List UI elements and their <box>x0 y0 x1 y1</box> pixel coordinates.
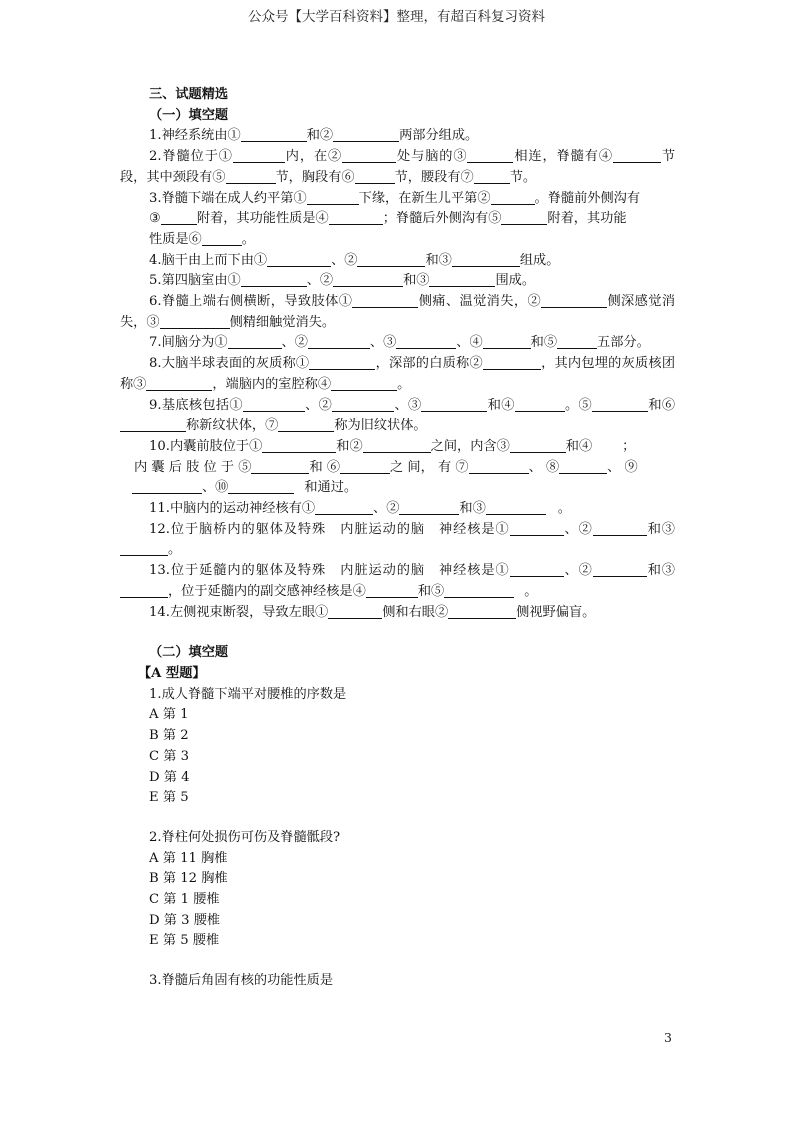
blank <box>241 271 307 287</box>
q2-text-2: 内，在② <box>284 149 343 165</box>
q6-text-2: 侧痛、温觉消失，② <box>418 294 542 310</box>
blank <box>491 189 535 205</box>
q6-text-5: 侧精细触觉消失。 <box>229 314 336 330</box>
blank <box>613 147 661 163</box>
blank <box>120 540 168 556</box>
q8-text-5: ，端脑内的室腔称④ <box>212 376 332 392</box>
blank <box>557 333 597 349</box>
blank <box>515 396 565 412</box>
fill-question-14 <box>120 603 675 624</box>
blank <box>262 437 336 453</box>
q3-text-3: 。脊髓前外侧沟有 <box>534 190 641 206</box>
q10-text-7: 和 ⑥ <box>309 459 341 475</box>
blank <box>333 271 403 287</box>
q9-text-2: 、② <box>304 397 333 413</box>
blank <box>132 478 202 494</box>
option-e: E 第 5 <box>149 790 189 806</box>
q13-text-4: ，位于延髓内的副交感神经核是④ <box>168 583 366 599</box>
q10-text-6: 内 囊 后 肢 位 于 ⑤ <box>134 459 252 475</box>
q9-text-5: 。⑤ <box>564 397 593 413</box>
blank <box>467 147 513 163</box>
q12-text-3: 和③ <box>646 521 675 537</box>
blank <box>228 333 282 349</box>
q8-text-6: 。 <box>397 376 411 392</box>
blank <box>593 561 647 577</box>
q7-text-1: 7.间脑分为① <box>149 335 228 351</box>
blank <box>228 478 294 494</box>
blank <box>510 520 564 536</box>
q14-text-2: 侧和右眼② <box>382 604 449 620</box>
q8-text-1: 8.大脑半球表面的灰质称① <box>149 356 310 372</box>
q5-text-3: 和③ <box>403 273 430 289</box>
q3-text-5: 附着，其功能性质是④ <box>196 211 329 227</box>
q9-text-6: 和⑥ <box>648 397 676 413</box>
q13-text-1: 13.位于延髓内的躯体及特殊 内脏运动的脑 神经核是① <box>149 563 510 579</box>
blank <box>399 499 459 515</box>
mc-question-3 <box>120 971 675 992</box>
blank <box>483 354 541 370</box>
blank <box>315 499 373 515</box>
blank <box>160 313 230 329</box>
q6-text-1: 6.脊髓上端右侧横断，导致肢体① <box>149 294 353 310</box>
fill-question-9 <box>120 396 675 437</box>
q12-text-4: 。 <box>168 542 182 558</box>
blank <box>396 333 456 349</box>
blank <box>333 126 399 142</box>
blank <box>510 437 566 453</box>
q8-text-3: ，其内包埋的灰质 <box>540 356 649 372</box>
blank <box>332 396 394 412</box>
blank <box>243 396 305 412</box>
blank <box>474 168 510 184</box>
q9-text-3: 、③ <box>394 397 422 413</box>
q2-text-8: 节。 <box>509 169 537 185</box>
blank <box>161 209 197 225</box>
mc-question-text: 2.脊柱何处损伤可伤及脊髓骶段? <box>149 829 341 845</box>
blank <box>251 458 309 474</box>
q3-text-2: 下缘，在新生儿平第② <box>358 190 491 206</box>
q5-text-1: 5.第四脑室由① <box>149 273 241 289</box>
option-c: C 第 3 <box>149 748 190 764</box>
blank <box>355 168 395 184</box>
q7-text-4: 、④ <box>456 335 483 351</box>
blank <box>307 189 359 205</box>
q10-text-12: 和通过。 <box>304 480 358 496</box>
q7-text-2: 、② <box>281 335 308 351</box>
blank <box>352 292 418 308</box>
fill-question-1 <box>120 126 675 147</box>
blank <box>363 437 431 453</box>
q12-text-2: 、② <box>563 521 593 537</box>
q10-text-1: 10.内囊前肢位于① <box>149 438 263 454</box>
mc-question-text: 1.成人脊髓下端平对腰椎的序数是 <box>149 686 347 702</box>
blank <box>444 582 514 598</box>
blank <box>329 209 383 225</box>
q2-text-7: 节，腰段有⑦ <box>394 169 474 185</box>
q10-text-2: 和② <box>336 438 363 454</box>
fill-question-2 <box>120 147 675 188</box>
fill-question-12 <box>120 520 675 561</box>
section-title: 三、试题精选 <box>149 87 229 102</box>
fill-question-10 <box>120 437 675 499</box>
blank <box>448 603 516 619</box>
q10-text-4: 和④ <box>565 438 593 454</box>
q5-text-2: 、② <box>306 273 334 289</box>
option-d: D 第 4 <box>149 769 190 785</box>
q11-text-1: 11.中脑内的运动神经核有① <box>149 501 316 517</box>
q2-text-3: 处与脑的③ <box>396 149 468 165</box>
q14-text-1: 14.左侧视束断裂，导致左眼① <box>149 604 329 620</box>
option-a: A 第 11 胸椎 <box>149 850 228 866</box>
blank <box>202 230 242 246</box>
option-a: A 第 1 <box>149 707 189 723</box>
q1-text-3: 两部分组成。 <box>399 128 479 144</box>
blank <box>342 147 396 163</box>
blank <box>120 416 186 432</box>
q10-text-11: 、⑩ <box>202 480 229 496</box>
blank <box>366 582 418 598</box>
fill-question-6 <box>120 292 675 333</box>
option-c: C 第 1 腰椎 <box>149 892 220 908</box>
blank <box>226 168 276 184</box>
blank <box>308 333 370 349</box>
blank <box>120 582 168 598</box>
blank <box>469 458 529 474</box>
mc-question-1 <box>120 685 675 809</box>
q8-text-4: 核团称③ <box>120 356 676 392</box>
blank <box>233 147 285 163</box>
blank <box>278 416 334 432</box>
blank <box>309 354 375 370</box>
q10-text-5: ； <box>622 438 636 454</box>
fill-question-7 <box>120 333 675 354</box>
q7-text-3: 、③ <box>369 335 397 351</box>
part1-title: （一）填空题 <box>149 107 229 123</box>
blank <box>592 396 648 412</box>
blank <box>331 375 397 391</box>
q13-text-2: 、② <box>563 563 593 579</box>
q3-text-9: 。 <box>241 231 255 247</box>
q9-text-1: 9.基底核包括① <box>149 397 243 413</box>
blank <box>510 561 564 577</box>
mc-question-2 <box>120 828 675 952</box>
blank <box>241 126 307 142</box>
q10-text-10: 、 ⑨ <box>607 459 638 475</box>
type-a-title: 【A 型题】 <box>138 665 206 681</box>
q11-text-3: 和③ <box>459 501 486 517</box>
blank <box>146 375 212 391</box>
blank <box>340 458 390 474</box>
page-header: 公众号【大学百科资料】整理，有超百科复习资料 <box>248 9 545 25</box>
blank <box>501 209 547 225</box>
q10-text-3: 之间，内含③ <box>430 438 510 454</box>
q9-text-8: 称为旧纹状体。 <box>334 418 427 434</box>
q11-text-2: 、② <box>373 501 400 517</box>
document-body <box>120 85 675 992</box>
q6-text-4: 觉消失，③ <box>120 294 676 330</box>
q11-text-4: 。 <box>557 501 571 517</box>
blank <box>486 499 546 515</box>
q13-text-3: 和③ <box>646 563 675 579</box>
fill-question-8 <box>120 354 675 395</box>
q10-text-9: 、 ⑧ <box>528 459 560 475</box>
q1-text-1: 1.神经系统由① <box>149 128 241 144</box>
q3-text-1: 3.脊髓下端在成人约平第① <box>149 190 307 206</box>
fill-question-3 <box>120 189 675 251</box>
blank <box>541 292 607 308</box>
q6-text-3: 侧深感 <box>607 294 649 310</box>
q13-text-6: 。 <box>524 583 538 599</box>
q8-text-2: ，深部的白质称② <box>375 356 483 372</box>
blank <box>593 520 647 536</box>
q4-text-3: 和③ <box>425 252 452 268</box>
mc-question-text: 3.脊髓后角固有核的功能性质是 <box>149 973 334 989</box>
blank <box>267 251 331 267</box>
part2-title: （二）填空题 <box>149 645 229 661</box>
q4-text-4: 组成。 <box>519 252 560 268</box>
q1-text-2: 和② <box>306 128 334 144</box>
blank <box>429 271 495 287</box>
q2-text-6: 节，胸段有⑥ <box>275 169 355 185</box>
q13-text-5: 和⑤ <box>417 583 445 599</box>
q7-text-5: 和⑤ <box>530 335 558 351</box>
q2-text-5: 节段，其中颈段有⑤ <box>120 149 676 185</box>
q5-text-4: 围成。 <box>495 273 536 289</box>
q2-text-1: 2.脊髓位于① <box>149 149 233 165</box>
fill-question-11 <box>120 499 675 520</box>
fill-question-4 <box>120 251 675 272</box>
option-b: B 第 12 胸椎 <box>149 871 228 887</box>
q2-text-4: 相连，脊髓有④ <box>513 149 613 165</box>
q9-text-4: 和④ <box>487 397 515 413</box>
option-d: D 第 3 腰椎 <box>149 912 221 928</box>
q9-text-7: 称新纹状体，⑦ <box>186 418 279 434</box>
option-e: E 第 5 腰椎 <box>149 933 220 949</box>
q4-text-1: 4.脑干由上而下由① <box>149 252 268 268</box>
q3-text-4: ③ <box>149 211 161 227</box>
q12-text-1: 12.位于脑桥内的躯体及特殊 内脏运动的脑 神经核是① <box>149 521 510 537</box>
q3-text-8: 性质是⑥ <box>149 231 202 247</box>
blank <box>421 396 487 412</box>
q10-text-8: 之 间， 有 ⑦ <box>390 459 469 475</box>
q7-text-6: 五部分。 <box>597 335 650 351</box>
blank <box>357 251 425 267</box>
blank <box>559 458 607 474</box>
q4-text-2: 、② <box>331 252 358 268</box>
blank <box>328 603 382 619</box>
page-number: 3 <box>664 1030 672 1045</box>
q3-text-7: 附着，其功能 <box>547 211 627 227</box>
blank <box>452 251 520 267</box>
option-b: B 第 2 <box>149 728 189 744</box>
q14-text-3: 侧视野偏盲。 <box>516 604 596 620</box>
q3-text-6: ；脊髓后外侧沟有⑤ <box>382 211 502 227</box>
fill-question-5 <box>120 271 675 292</box>
fill-question-13 <box>120 561 675 602</box>
blank <box>483 333 531 349</box>
